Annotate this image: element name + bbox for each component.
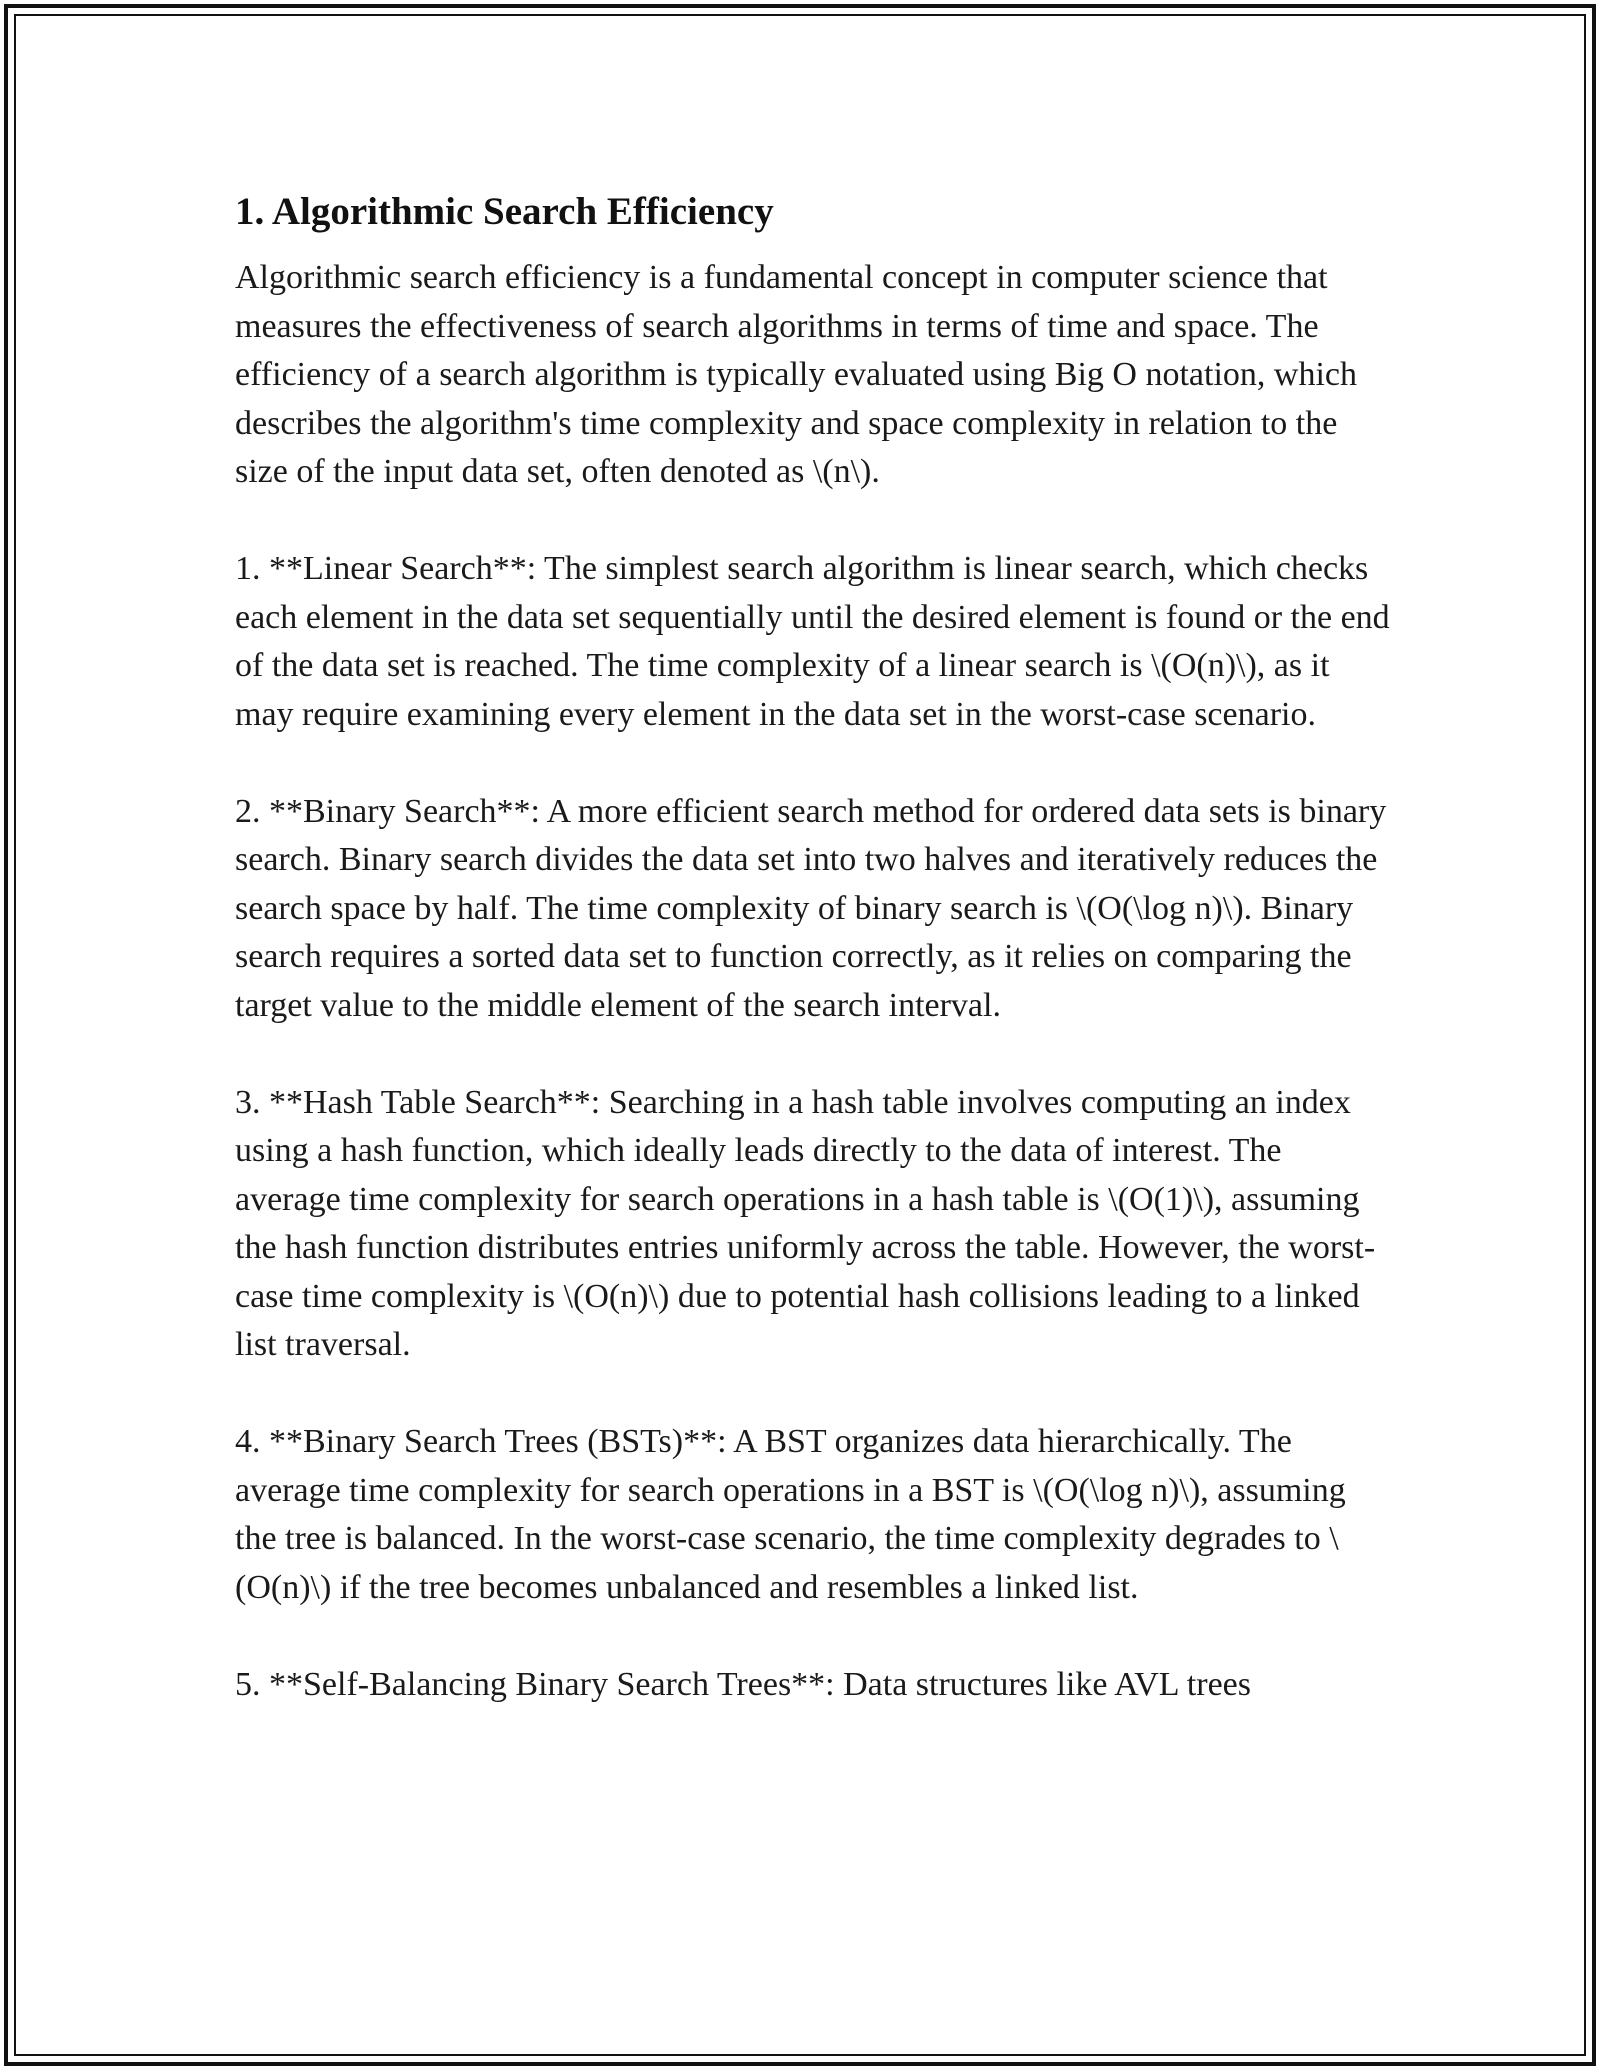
section-heading: 1. Algorithmic Search Efficiency	[235, 190, 774, 233]
bst-paragraph: 4. **Binary Search Trees (BSTs)**: A BST organizes data hierarchically. The average time complexity for search operations in a BST is \(O(\log n)\), assuming the tree is balanced. In the worst-case scenario, the time complexity degrades to \(O(n)\) if the tree becomes unbalanced and resembles a linked list.	[235, 1423, 1346, 1606]
self-balancing-bst-paragraph: 5. **Self-Balancing Binary Search Trees**: Data structures like AVL trees	[235, 1665, 1251, 1703]
document-body	[235, 186, 1395, 1758]
linear-search-paragraph: 1. **Linear Search**: The simplest search algorithm is linear search, which checks each element in the data set sequentially until the desired element is found or the end of the data set is reached. The time complexity of a linear search is \(O(n)\), as it may require examining every element in the data set in the worst-case scenario.	[235, 550, 1390, 733]
intro-paragraph: Algorithmic search efficiency is a fundamental concept in computer science that measures the effectiveness of search algorithms in terms of time and space. The efficiency of a search algorithm is typically evaluated using Big O notation, which describes the algorithm's time complexity and space complexity in relation to the size of the input data set, often denoted as \(n\).	[235, 259, 1357, 490]
hash-table-search-paragraph: 3. **Hash Table Search**: Searching in a hash table involves computing an index using a hash function, which ideally leads directly to the data of interest. The average time complexity for search operations in a hash table is \(O(1)\), assuming the hash function distributes entries uniformly across the table. However, the worst-case time complexity is \(O(n)\) due to potential hash collisions leading to a linked list traversal.	[235, 1083, 1376, 1363]
binary-search-paragraph: 2. **Binary Search**: A more efficient search method for ordered data sets is binary search. Binary search divides the data set into two halves and iteratively reduces the search space by half. The time complexity of binary search is \(O(\log n)\). Binary search requires a sorted data set to function correctly, as it relies on comparing the target value to the middle element of the search interval.	[235, 792, 1387, 1024]
